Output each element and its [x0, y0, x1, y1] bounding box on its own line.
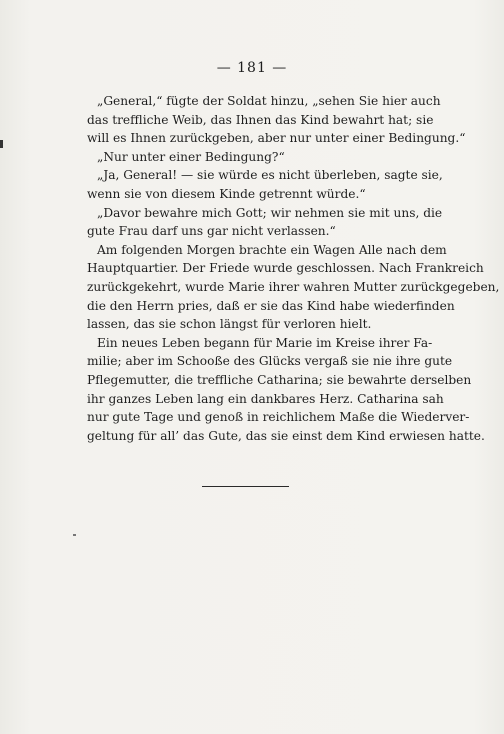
margin-mark	[0, 140, 3, 148]
text-line: will es Ihnen zurückgeben, aber nur unter einer Bedingung.“	[87, 131, 466, 146]
text-line: lassen, das sie schon längst für verloren hielt.	[87, 317, 372, 332]
text-line: milie; aber im Schooße des Glücks vergaß sie nie ihre gute	[87, 354, 453, 369]
text-line: nur gute Tage und genoß in reichlichem Maße die Wiederver-	[87, 410, 470, 425]
paper-speck	[73, 534, 76, 536]
text-line: Hauptquartier. Der Friede wurde geschlossen. Nach Frankreich	[87, 261, 484, 276]
text-line: Pflegemutter, die treffliche Catharina; sie bewahrte derselben	[87, 372, 472, 387]
page-number: — 181 —	[216, 60, 288, 76]
text-line: gute Frau darf uns gar nicht verlassen.“	[87, 224, 336, 239]
body-text	[87, 92, 500, 445]
text-line: Ein neues Leben begann für Marie im Kreise ihrer Fa-	[97, 335, 433, 350]
text-line: „Nur unter einer Bedingung?“	[97, 149, 285, 164]
text-line: „Davor bewahre mich Gott; wir nehmen sie mit uns, die	[97, 205, 443, 220]
end-rule	[202, 486, 289, 487]
text-line: Am folgenden Morgen brachte ein Wagen Alle nach dem	[97, 242, 447, 257]
text-line: wenn sie von diesem Kinde getrennt würde.“	[87, 186, 366, 201]
text-line: „General,“ fügte der Soldat hinzu, „sehen Sie hier auch	[97, 94, 441, 108]
text-line: ihr ganzes Leben lang ein dankbares Herz. Catharina sah	[87, 391, 444, 406]
text-line: die den Herrn pries, daß er sie das Kind habe wiederfinden	[87, 298, 455, 313]
text-line: „Ja, General! — sie würde es nicht überleben, sagte sie,	[97, 168, 443, 183]
text-line: das treffliche Weib, das Ihnen das Kind bewahrt hat; sie	[87, 112, 434, 127]
text-line: zurückgekehrt, wurde Marie ihrer wahren Mutter zurückgegeben,	[87, 279, 500, 294]
text-line: geltung für all’ das Gute, das sie einst dem Kind erwiesen hatte.	[87, 428, 485, 443]
